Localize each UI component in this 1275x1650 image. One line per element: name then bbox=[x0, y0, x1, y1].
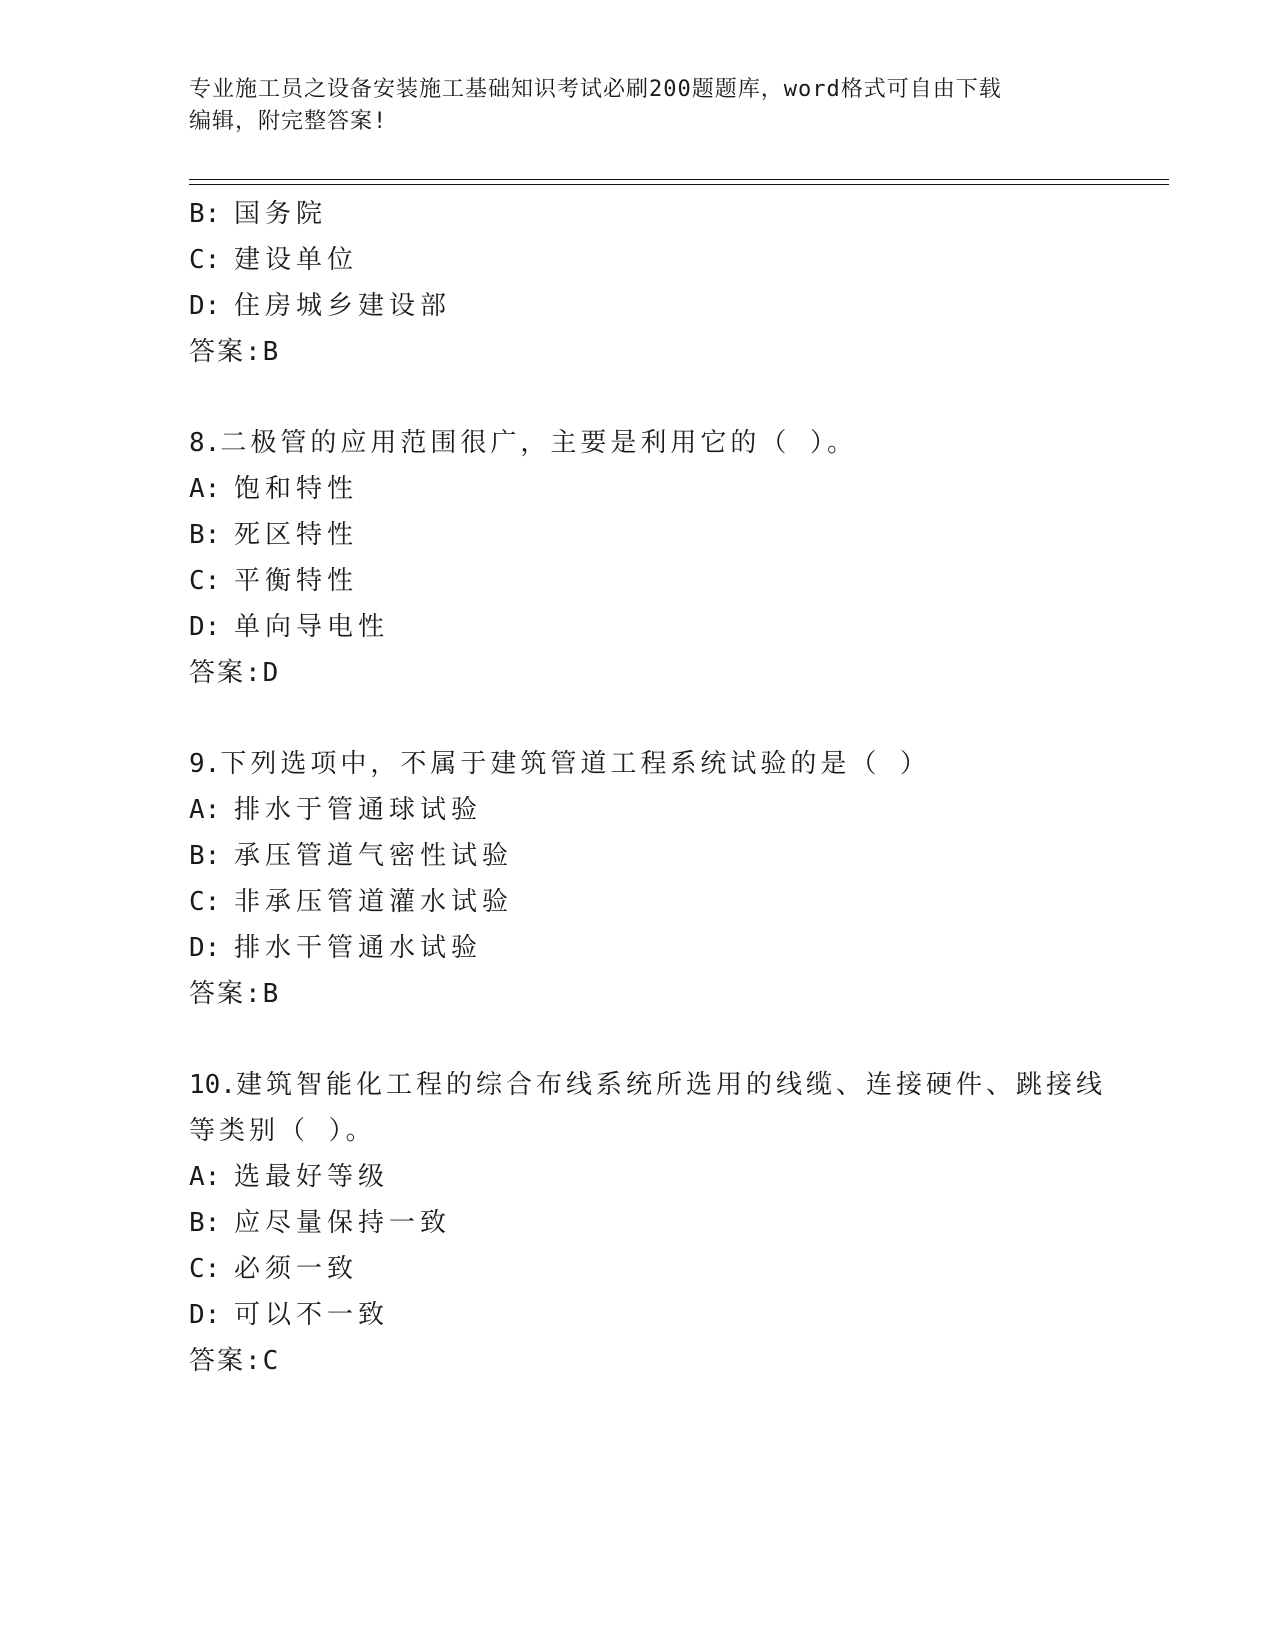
question-stem bbox=[189, 741, 1169, 787]
option-text: 国务院 bbox=[234, 199, 328, 229]
option-a bbox=[189, 466, 1169, 512]
option-label: D: bbox=[189, 933, 221, 963]
answer-label: 答案: bbox=[189, 1346, 263, 1376]
option-text: 排水于管通球试验 bbox=[234, 795, 483, 825]
option-c bbox=[189, 558, 1169, 604]
option-label: C: bbox=[189, 245, 221, 275]
option-text: 必须一致 bbox=[234, 1254, 359, 1284]
option-text: 非承压管道灌水试验 bbox=[234, 887, 514, 917]
option-a bbox=[189, 1154, 1169, 1200]
option-label: D: bbox=[189, 291, 221, 321]
question-list bbox=[189, 191, 1169, 1384]
answer-label: 答案: bbox=[189, 337, 263, 367]
question-number: 8. bbox=[189, 428, 221, 458]
question-text: 二极管的应用范围很广，主要是利用它的（ ）。 bbox=[220, 428, 857, 458]
option-text: 可以不一致 bbox=[234, 1300, 390, 1330]
question-text: 等类别（ ）。 bbox=[189, 1116, 376, 1146]
header-divider-bottom bbox=[189, 184, 1169, 185]
option-text: 选最好等级 bbox=[234, 1162, 390, 1192]
answer-value: D bbox=[262, 658, 279, 688]
option-text: 应尽量保持一致 bbox=[234, 1208, 452, 1238]
option-d bbox=[189, 1292, 1169, 1338]
question-number: 10. bbox=[189, 1070, 236, 1100]
header-title-line-2: 编辑，附完整答案! bbox=[189, 109, 388, 134]
option-text: 排水干管通水试验 bbox=[234, 933, 483, 963]
option-label: A: bbox=[189, 795, 221, 825]
option-c bbox=[189, 237, 1169, 283]
answer-value: B bbox=[262, 337, 279, 367]
answer-label: 答案: bbox=[189, 979, 263, 1009]
option-b bbox=[189, 833, 1169, 879]
question-stem bbox=[189, 420, 1169, 466]
option-label: D: bbox=[189, 612, 221, 642]
option-text: 平衡特性 bbox=[234, 566, 359, 596]
option-b bbox=[189, 1200, 1169, 1246]
option-text: 饱和特性 bbox=[234, 474, 359, 504]
option-d bbox=[189, 283, 1169, 329]
option-label: C: bbox=[189, 887, 221, 917]
option-label: C: bbox=[189, 1254, 221, 1284]
header-title-line-1: 专业施工员之设备安装施工基础知识考试必刷200题题库，word格式可自由下载 bbox=[189, 77, 1002, 102]
answer-value: C bbox=[262, 1346, 279, 1376]
option-c bbox=[189, 879, 1169, 925]
option-d bbox=[189, 604, 1169, 650]
header-divider-top bbox=[189, 179, 1169, 180]
question-number: 9. bbox=[189, 749, 221, 779]
question-9 bbox=[189, 741, 1169, 1017]
option-text: 承压管道气密性试验 bbox=[234, 841, 514, 871]
option-label: B: bbox=[189, 1208, 221, 1238]
option-label: B: bbox=[189, 841, 221, 871]
option-text: 单向导电性 bbox=[234, 612, 390, 642]
answer-line bbox=[189, 329, 1169, 375]
option-b bbox=[189, 512, 1169, 558]
option-label: A: bbox=[189, 474, 221, 504]
option-label: B: bbox=[189, 520, 221, 550]
option-d bbox=[189, 925, 1169, 971]
question-text: 建筑智能化工程的综合布线系统所选用的线缆、连接硬件、跳接线 bbox=[235, 1070, 1106, 1100]
option-text: 建设单位 bbox=[234, 245, 359, 275]
option-text: 死区特性 bbox=[234, 520, 359, 550]
option-b bbox=[189, 191, 1169, 237]
answer-line bbox=[189, 1338, 1169, 1384]
answer-line bbox=[189, 650, 1169, 696]
question-8 bbox=[189, 420, 1169, 696]
option-c bbox=[189, 1246, 1169, 1292]
option-a bbox=[189, 787, 1169, 833]
answer-label: 答案: bbox=[189, 658, 263, 688]
partial-question bbox=[189, 191, 1169, 375]
question-10 bbox=[189, 1062, 1169, 1384]
document-header bbox=[189, 74, 1089, 138]
option-text: 住房城乡建设部 bbox=[234, 291, 452, 321]
option-label: A: bbox=[189, 1162, 221, 1192]
question-text: 下列选项中，不属于建筑管道工程系统试验的是（ ） bbox=[220, 749, 930, 779]
answer-line bbox=[189, 971, 1169, 1017]
question-stem bbox=[189, 1062, 1169, 1108]
option-label: C: bbox=[189, 566, 221, 596]
question-stem-continued bbox=[189, 1108, 1169, 1154]
option-label: D: bbox=[189, 1300, 221, 1330]
answer-value: B bbox=[262, 979, 279, 1009]
option-label: B: bbox=[189, 199, 221, 229]
